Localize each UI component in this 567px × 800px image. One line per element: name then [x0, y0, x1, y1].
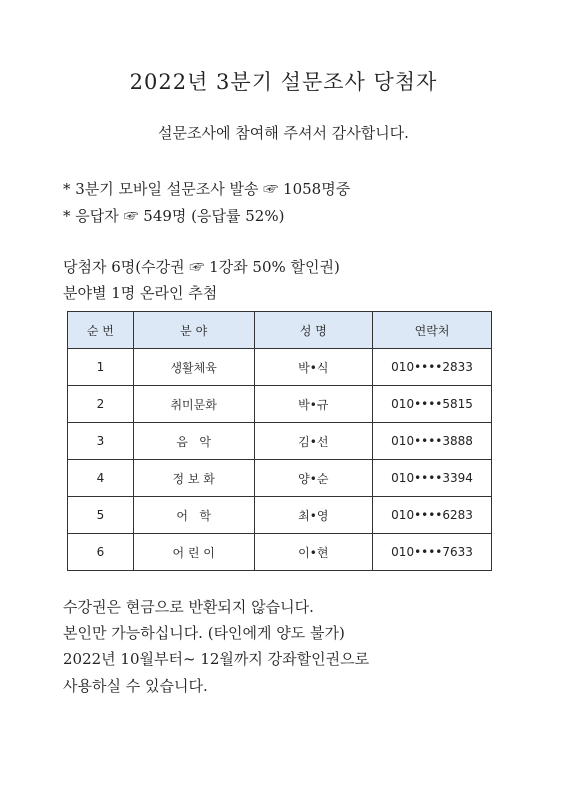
thanks-message: 설문조사에 참여해 주셔서 감사합니다. [158, 124, 409, 142]
cell-name: 최•영 [254, 497, 373, 534]
cell-name: 박•식 [254, 349, 373, 386]
cell-contact: 010••••6283 [373, 497, 492, 534]
table-header-row [68, 312, 492, 349]
table-row [68, 534, 492, 571]
survey-info-line: * 응답자 ☞ 549명 (응답률 52%) [63, 207, 285, 225]
cell-number: 6 [68, 534, 134, 571]
cell-category: 음 악 [133, 423, 254, 460]
winner-info-line: 당첨자 6명(수강권 ☞ 1강좌 50% 할인권) [63, 258, 340, 276]
header-number: 순 번 [68, 312, 134, 349]
cell-number: 3 [68, 423, 134, 460]
table-row [68, 386, 492, 423]
cell-category: 어 린 이 [133, 534, 254, 571]
cell-number: 4 [68, 460, 134, 497]
table-row [68, 460, 492, 497]
cell-name: 박•규 [254, 386, 373, 423]
cell-contact: 010••••5815 [373, 386, 492, 423]
header-name: 성 명 [254, 312, 373, 349]
cell-contact: 010••••3394 [373, 460, 492, 497]
cell-contact: 010••••2833 [373, 349, 492, 386]
cell-category: 생활체육 [133, 349, 254, 386]
cell-category: 정 보 화 [133, 460, 254, 497]
cell-name: 김•선 [254, 423, 373, 460]
survey-info-line: * 3분기 모바일 설문조사 발송 ☞ 1058명중 [63, 180, 351, 198]
note-line: 본인만 가능하십니다. (타인에게 양도 불가) [63, 624, 345, 642]
cell-contact: 010••••3888 [373, 423, 492, 460]
note-line: 사용하실 수 있습니다. [63, 677, 208, 695]
winner-info-line: 분야별 1명 온라인 추첨 [63, 284, 218, 302]
table-row [68, 423, 492, 460]
cell-name: 양•순 [254, 460, 373, 497]
note-line: 2022년 10월부터~ 12월까지 강좌할인권으로 [63, 650, 370, 668]
cell-category: 어 학 [133, 497, 254, 534]
header-contact: 연락처 [373, 312, 492, 349]
cell-contact: 010••••7633 [373, 534, 492, 571]
cell-number: 5 [68, 497, 134, 534]
header-category: 분 야 [133, 312, 254, 349]
cell-number: 1 [68, 349, 134, 386]
note-line: 수강권은 현금으로 반환되지 않습니다. [63, 598, 314, 616]
winners-table [67, 311, 492, 571]
cell-category: 취미문화 [133, 386, 254, 423]
cell-number: 2 [68, 386, 134, 423]
cell-name: 이•현 [254, 534, 373, 571]
table-row [68, 349, 492, 386]
page-title: 2022년 3분기 설문조사 당첨자 [129, 70, 438, 94]
table-row [68, 497, 492, 534]
